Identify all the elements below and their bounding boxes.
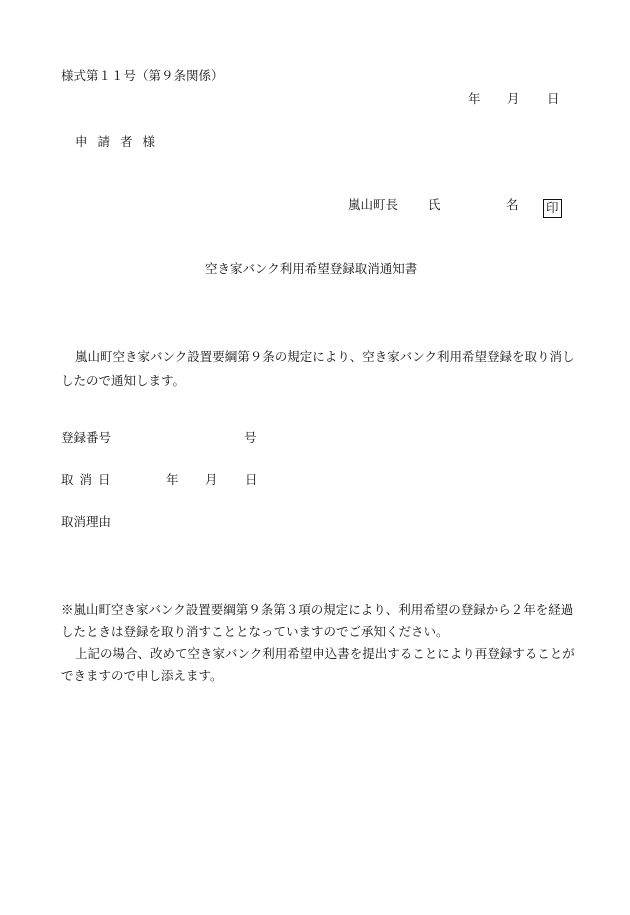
- cancel-date-day-label: 日: [245, 472, 258, 487]
- document-title: 空き家バンク利用希望登録取消通知書: [205, 261, 418, 276]
- cancel-reason-label: 取消理由: [61, 514, 112, 529]
- date-month-label: 月: [507, 91, 520, 106]
- date-year-label: 年: [468, 91, 481, 106]
- note-paragraph-1: ※嵐山町空き家バンク設置要綱第９条第３項の規定により、利用希望の登録から２年を経過したときは登録を取り消すこととなっていますのでご承知ください。: [61, 602, 574, 639]
- cancel-date-month-label: 月: [205, 472, 218, 487]
- issuer-name-shi: 氏: [428, 197, 441, 212]
- date-day-label: 日: [547, 91, 560, 106]
- form-number: 様式第１１号（第９条関係）: [61, 68, 224, 83]
- registration-number-suffix: 号: [244, 430, 257, 445]
- issuer-name-mei: 名: [506, 197, 519, 212]
- body-paragraph: 嵐山町空き家バンク設置要綱第９条の規定により、空き家バンク利用希望登録を取り消ししたので通知します。: [61, 349, 575, 388]
- seal-box: 印: [543, 199, 562, 218]
- recipient: 申請者様: [75, 134, 166, 149]
- issuer-title: 嵐山町長: [348, 197, 399, 212]
- note-paragraph-2: 上記の場合、改めて空き家バンク利用希望申込書を提出することにより再登録することができますので申し添えます。: [61, 646, 575, 683]
- cancel-date-label: 取消日: [61, 472, 117, 487]
- issuer-line: [348, 199, 568, 219]
- registration-number-label: 登録番号: [61, 430, 112, 445]
- cancel-date-year-label: 年: [166, 472, 179, 487]
